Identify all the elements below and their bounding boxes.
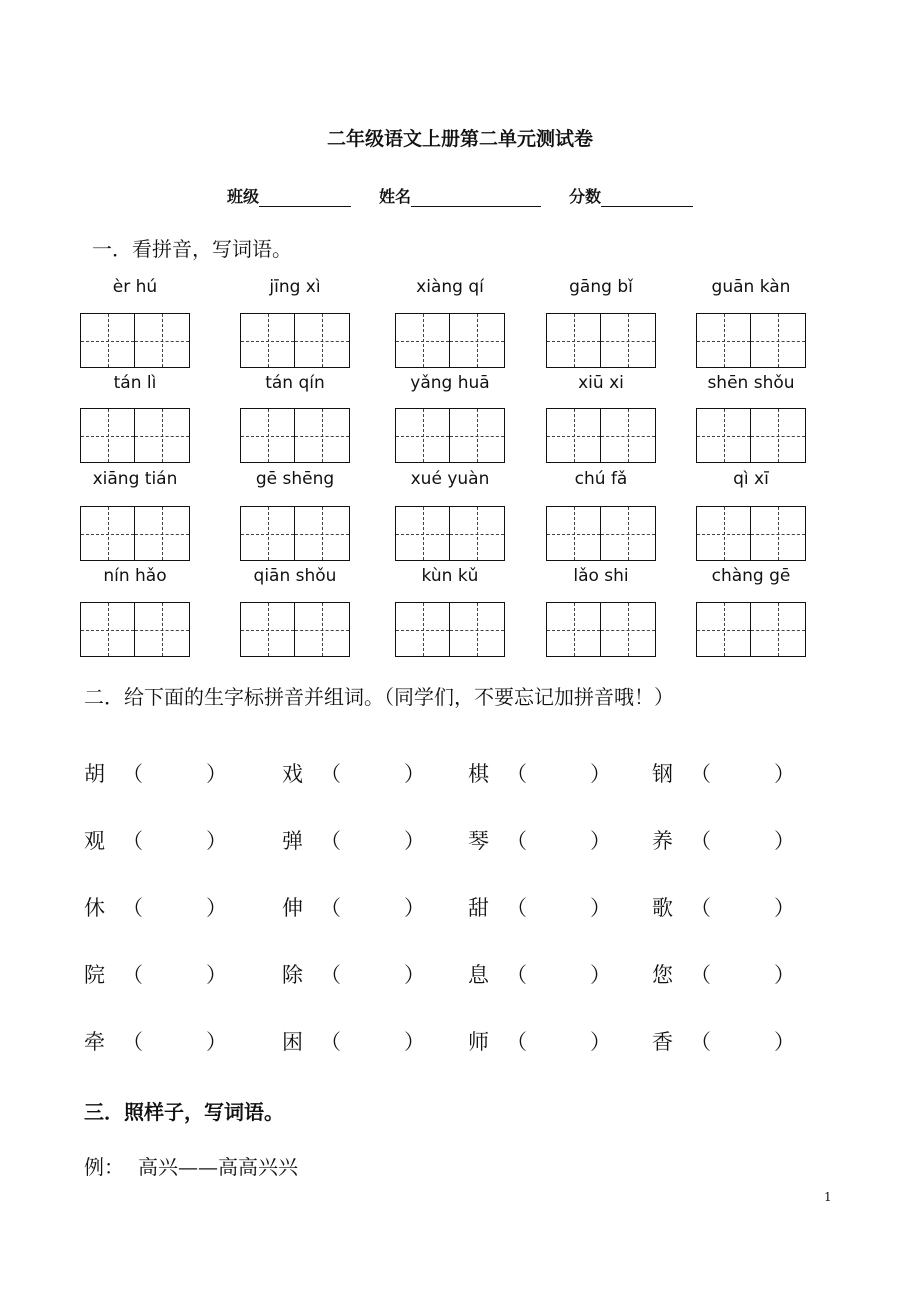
answer-open-paren[interactable]: （ <box>690 762 711 786</box>
character: 息 <box>468 963 489 987</box>
character: 弹 <box>282 829 303 853</box>
writing-box[interactable] <box>696 506 806 561</box>
character: 牵 <box>84 1030 105 1054</box>
writing-cell[interactable] <box>601 314 655 367</box>
character: 钢 <box>652 762 673 786</box>
section3-heading: 三．照样子，写词语。 <box>84 1100 284 1124</box>
character-item <box>84 959 227 989</box>
writing-box[interactable] <box>80 408 190 463</box>
answer-open-paren[interactable]: （ <box>506 963 527 987</box>
guide-line-vertical <box>628 507 629 560</box>
character: 除 <box>282 963 303 987</box>
character-item <box>652 825 795 855</box>
answer-close-paren[interactable]: ） <box>206 896 227 920</box>
name-blank[interactable] <box>411 190 541 207</box>
guide-line-vertical <box>268 409 269 462</box>
character-item <box>282 1026 425 1056</box>
writing-cell[interactable] <box>241 409 295 462</box>
answer-open-paren[interactable]: （ <box>320 963 341 987</box>
answer-close-paren[interactable]: ） <box>590 829 611 853</box>
guide-line-vertical <box>724 603 725 656</box>
answer-open-paren[interactable]: （ <box>122 896 143 920</box>
writing-box[interactable] <box>240 602 350 657</box>
pinyin-label: gē shēng <box>255 469 335 489</box>
guide-line-vertical <box>108 409 109 462</box>
pinyin-label: xiàng qí <box>416 277 484 297</box>
writing-cell[interactable] <box>396 603 450 656</box>
pinyin-label: xiū xi <box>578 373 624 393</box>
pinyin-label: tán lì <box>113 373 157 393</box>
answer-close-paren[interactable]: ） <box>774 762 795 786</box>
guide-line-vertical <box>724 314 725 367</box>
character: 观 <box>84 829 105 853</box>
example-label: 例： <box>84 1155 124 1179</box>
answer-open-paren[interactable]: （ <box>690 829 711 853</box>
answer-open-paren[interactable]: （ <box>690 1030 711 1054</box>
pinyin-label: gāng bǐ <box>569 277 633 297</box>
answer-close-paren[interactable]: ） <box>590 1030 611 1054</box>
answer-open-paren[interactable]: （ <box>690 963 711 987</box>
writing-box[interactable] <box>546 408 656 463</box>
class-blank[interactable] <box>259 190 351 207</box>
character-item <box>652 959 795 989</box>
guide-line-vertical <box>108 314 109 367</box>
writing-cell[interactable] <box>81 603 135 656</box>
writing-cell[interactable] <box>547 409 601 462</box>
writing-box[interactable] <box>395 506 505 561</box>
student-info-line <box>0 184 920 207</box>
section1-heading: 一．看拼音，写词语。 <box>92 237 292 261</box>
answer-open-paren[interactable]: （ <box>506 896 527 920</box>
writing-cell[interactable] <box>697 603 751 656</box>
answer-open-paren[interactable]: （ <box>122 1030 143 1054</box>
writing-cell[interactable] <box>450 314 504 367</box>
writing-box[interactable] <box>80 602 190 657</box>
writing-cell[interactable] <box>697 314 751 367</box>
guide-line-vertical <box>724 409 725 462</box>
character-item <box>84 825 227 855</box>
answer-close-paren[interactable]: ） <box>774 963 795 987</box>
writing-cell[interactable] <box>295 507 349 560</box>
answer-close-paren[interactable]: ） <box>404 829 425 853</box>
guide-line-vertical <box>778 314 779 367</box>
answer-open-paren[interactable]: （ <box>122 963 143 987</box>
guide-line-vertical <box>108 507 109 560</box>
pinyin-label: chú fǎ <box>574 469 628 489</box>
writing-cell[interactable] <box>295 603 349 656</box>
answer-open-paren[interactable]: （ <box>122 762 143 786</box>
guide-line-vertical <box>162 409 163 462</box>
character: 院 <box>84 963 105 987</box>
guide-line-vertical <box>628 314 629 367</box>
character-item <box>652 1026 795 1056</box>
character-item <box>282 825 425 855</box>
writing-cell[interactable] <box>450 409 504 462</box>
writing-cell[interactable] <box>450 507 504 560</box>
character: 胡 <box>84 762 105 786</box>
character: 困 <box>282 1030 303 1054</box>
pinyin-label: xué yuàn <box>410 469 490 489</box>
pinyin-label: tán qín <box>265 373 325 393</box>
character: 伸 <box>282 896 303 920</box>
character-item <box>84 758 227 788</box>
answer-close-paren[interactable]: ） <box>774 1030 795 1054</box>
character: 棋 <box>468 762 489 786</box>
writing-box[interactable] <box>395 602 505 657</box>
guide-line-vertical <box>423 409 424 462</box>
character-item <box>468 892 611 922</box>
section3-example <box>84 1151 298 1180</box>
page-title: 二年级语文上册第二单元测试卷 <box>326 128 593 150</box>
guide-line-vertical <box>162 314 163 367</box>
guide-line-vertical <box>628 409 629 462</box>
name-field[interactable] <box>379 187 541 206</box>
writing-box[interactable] <box>240 313 350 368</box>
writing-box[interactable] <box>395 313 505 368</box>
answer-open-paren[interactable]: （ <box>122 829 143 853</box>
guide-line-vertical <box>477 314 478 367</box>
answer-open-paren[interactable]: （ <box>506 1030 527 1054</box>
writing-box[interactable] <box>240 408 350 463</box>
class-label: 班级 <box>226 187 259 206</box>
guide-line-vertical <box>574 409 575 462</box>
answer-open-paren[interactable]: （ <box>506 762 527 786</box>
guide-line-vertical <box>724 507 725 560</box>
character-item <box>84 1026 227 1056</box>
writing-cell[interactable] <box>135 507 189 560</box>
score-field[interactable] <box>569 187 693 206</box>
writing-cell[interactable] <box>601 409 655 462</box>
guide-line-vertical <box>477 603 478 656</box>
answer-close-paren[interactable]: ） <box>404 762 425 786</box>
writing-cell[interactable] <box>547 314 601 367</box>
answer-close-paren[interactable]: ） <box>774 896 795 920</box>
guide-line-vertical <box>477 409 478 462</box>
writing-box[interactable] <box>80 313 190 368</box>
writing-cell[interactable] <box>295 409 349 462</box>
answer-close-paren[interactable]: ） <box>590 963 611 987</box>
character-item <box>282 758 425 788</box>
character: 香 <box>652 1030 673 1054</box>
answer-open-paren[interactable]: （ <box>690 896 711 920</box>
character: 歌 <box>652 896 673 920</box>
character-item <box>468 1026 611 1056</box>
writing-cell[interactable] <box>135 603 189 656</box>
answer-close-paren[interactable]: ） <box>206 1030 227 1054</box>
answer-close-paren[interactable]: ） <box>590 896 611 920</box>
guide-line-vertical <box>322 507 323 560</box>
character-item <box>468 825 611 855</box>
writing-box[interactable] <box>546 506 656 561</box>
guide-line-vertical <box>423 507 424 560</box>
guide-line-vertical <box>162 603 163 656</box>
answer-close-paren[interactable]: ） <box>206 762 227 786</box>
guide-line-vertical <box>778 603 779 656</box>
character: 甜 <box>468 896 489 920</box>
answer-close-paren[interactable]: ） <box>590 762 611 786</box>
writing-cell[interactable] <box>697 507 751 560</box>
guide-line-vertical <box>574 603 575 656</box>
writing-box[interactable] <box>546 313 656 368</box>
character: 戏 <box>282 762 303 786</box>
guide-line-vertical <box>268 603 269 656</box>
guide-line-vertical <box>322 314 323 367</box>
writing-cell[interactable] <box>396 507 450 560</box>
writing-box[interactable] <box>240 506 350 561</box>
writing-cell[interactable] <box>295 314 349 367</box>
guide-line-vertical <box>628 603 629 656</box>
pinyin-label: nín hǎo <box>103 566 167 586</box>
character-item <box>282 892 425 922</box>
pinyin-label: xiāng tián <box>92 469 178 489</box>
writing-cell[interactable] <box>751 507 805 560</box>
writing-cell[interactable] <box>601 507 655 560</box>
answer-open-paren[interactable]: （ <box>320 762 341 786</box>
writing-cell[interactable] <box>547 603 601 656</box>
guide-line-vertical <box>108 603 109 656</box>
writing-box[interactable] <box>696 313 806 368</box>
answer-close-paren[interactable]: ） <box>404 896 425 920</box>
answer-close-paren[interactable]: ） <box>206 963 227 987</box>
answer-open-paren[interactable]: （ <box>320 829 341 853</box>
pinyin-label: guān kàn <box>711 277 791 297</box>
guide-line-vertical <box>574 507 575 560</box>
score-blank[interactable] <box>601 190 693 207</box>
guide-line-vertical <box>778 507 779 560</box>
guide-line-vertical <box>477 507 478 560</box>
answer-open-paren[interactable]: （ <box>320 1030 341 1054</box>
answer-close-paren[interactable]: ） <box>404 963 425 987</box>
guide-line-vertical <box>268 314 269 367</box>
writing-cell[interactable] <box>241 507 295 560</box>
character: 琴 <box>468 829 489 853</box>
pinyin-label: shēn shǒu <box>707 373 795 393</box>
guide-line-vertical <box>268 507 269 560</box>
answer-close-paren[interactable]: ） <box>206 829 227 853</box>
character-item <box>468 758 611 788</box>
answer-close-paren[interactable]: ） <box>404 1030 425 1054</box>
pinyin-label: lǎo shi <box>573 566 629 586</box>
writing-cell[interactable] <box>751 409 805 462</box>
answer-open-paren[interactable]: （ <box>506 829 527 853</box>
character-item <box>84 892 227 922</box>
pinyin-label: èr hú <box>112 277 158 297</box>
writing-box[interactable] <box>696 602 806 657</box>
example-text: 高兴——高高兴兴 <box>138 1155 298 1179</box>
character-item <box>652 758 795 788</box>
writing-cell[interactable] <box>697 409 751 462</box>
writing-cell[interactable] <box>396 409 450 462</box>
answer-open-paren[interactable]: （ <box>320 896 341 920</box>
pinyin-label: qiān shǒu <box>253 566 337 586</box>
writing-cell[interactable] <box>450 603 504 656</box>
pinyin-label: yǎng huā <box>410 373 490 393</box>
name-label: 姓名 <box>378 187 411 206</box>
writing-cell[interactable] <box>396 314 450 367</box>
writing-box[interactable] <box>546 602 656 657</box>
writing-box[interactable] <box>80 506 190 561</box>
score-label: 分数 <box>569 187 602 206</box>
writing-cell[interactable] <box>81 507 135 560</box>
character: 师 <box>468 1030 489 1054</box>
guide-line-vertical <box>322 409 323 462</box>
character-item <box>282 959 425 989</box>
writing-cell[interactable] <box>135 314 189 367</box>
writing-cell[interactable] <box>81 409 135 462</box>
section2-heading: 二．给下面的生字标拼音并组词。（同学们，不要忘记加拼音哦！） <box>84 685 674 709</box>
writing-cell[interactable] <box>135 409 189 462</box>
class-field[interactable] <box>227 187 351 206</box>
character-item <box>652 892 795 922</box>
character: 休 <box>84 896 105 920</box>
guide-line-vertical <box>423 314 424 367</box>
guide-line-vertical <box>162 507 163 560</box>
pinyin-label: kùn kǔ <box>421 566 479 586</box>
writing-box[interactable] <box>395 408 505 463</box>
guide-line-vertical <box>574 314 575 367</box>
pinyin-label: qì xī <box>733 469 769 489</box>
pinyin-label: jīng xì <box>269 277 321 297</box>
writing-cell[interactable] <box>751 603 805 656</box>
pinyin-label: chàng gē <box>711 566 791 586</box>
writing-cell[interactable] <box>547 507 601 560</box>
character: 您 <box>652 963 673 987</box>
guide-line-vertical <box>778 409 779 462</box>
page-number: 1 <box>824 1190 832 1204</box>
writing-cell[interactable] <box>241 603 295 656</box>
character-item <box>468 959 611 989</box>
writing-box[interactable] <box>696 408 806 463</box>
writing-cell[interactable] <box>601 603 655 656</box>
writing-cell[interactable] <box>751 314 805 367</box>
guide-line-vertical <box>322 603 323 656</box>
guide-line-vertical <box>423 603 424 656</box>
character: 养 <box>652 829 673 853</box>
writing-cell[interactable] <box>81 314 135 367</box>
writing-cell[interactable] <box>241 314 295 367</box>
answer-close-paren[interactable]: ） <box>774 829 795 853</box>
